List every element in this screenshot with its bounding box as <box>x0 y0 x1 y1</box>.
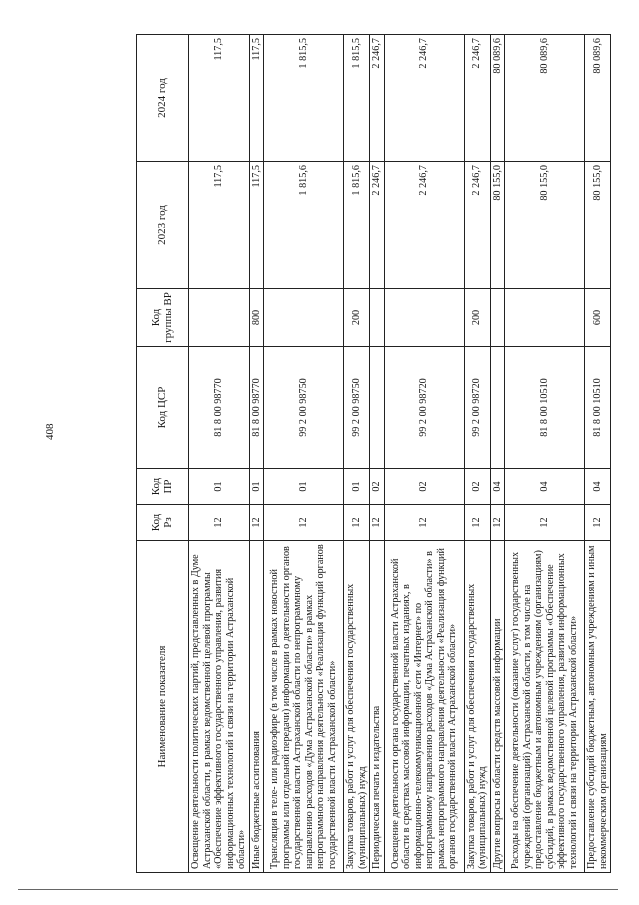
row-2023: 80 155,0 <box>490 162 505 289</box>
row-csr: 81 8 00 98770 <box>189 347 250 469</box>
table-row <box>384 35 464 873</box>
row-vr: 200 <box>464 289 490 347</box>
row-name: Другие вопросы в области средств массовой информации <box>490 541 505 873</box>
row-2023: 80 155,0 <box>585 162 611 289</box>
row-rz: 12 <box>490 505 505 541</box>
row-csr: 81 8 00 10510 <box>505 347 585 469</box>
row-2024: 1 815,5 <box>344 35 370 162</box>
header-2023: 2023 год <box>137 162 189 289</box>
row-2024: 80 089,6 <box>505 35 585 162</box>
row-pr: 01 <box>264 469 344 505</box>
budget-table <box>136 34 611 873</box>
row-pr: 04 <box>505 469 585 505</box>
row-name: Закупка товаров, работ и услуг для обеспечения государственных (муниципальных) нужд <box>464 541 490 873</box>
row-2023: 1 815,6 <box>264 162 344 289</box>
table-row <box>585 35 611 873</box>
row-2023: 80 155,0 <box>505 162 585 289</box>
row-name: Освещение деятельности органа государственной власти Астраханской области в средствах массовой информации, печатных изданиях, в информационно-телекоммуникационной сети «Интернет» по непрограммному направлению расходов «Дума Астраханской области» в рамках непрограммного направления деятельности «Реализация функций органов государственной власти Астраханской области» <box>384 541 464 873</box>
row-csr: 99 2 00 98720 <box>464 347 490 469</box>
row-pr: 01 <box>189 469 250 505</box>
row-rz: 12 <box>189 505 250 541</box>
header-rz: Код Рз <box>137 505 189 541</box>
row-rz: 12 <box>370 505 385 541</box>
table-header-row <box>137 35 189 873</box>
row-rz: 12 <box>585 505 611 541</box>
rotated-page-content <box>136 35 609 873</box>
row-2023: 2 246,7 <box>384 162 464 289</box>
row-name: Закупка товаров, работ и услуг для обеспечения государственных (муниципальных) нужд <box>344 541 370 873</box>
row-2023: 117,5 <box>249 162 264 289</box>
row-2024: 117,5 <box>189 35 250 162</box>
row-pr: 02 <box>464 469 490 505</box>
row-2023: 2 246,7 <box>464 162 490 289</box>
header-vr: Код группы ВР <box>137 289 189 347</box>
row-csr: 99 2 00 98720 <box>384 347 464 469</box>
row-rz: 12 <box>264 505 344 541</box>
row-csr: 81 8 00 98770 <box>249 347 264 469</box>
row-vr: 200 <box>344 289 370 347</box>
row-vr <box>490 289 505 347</box>
table-row <box>490 35 505 873</box>
row-csr <box>490 347 505 469</box>
row-vr <box>370 289 385 347</box>
row-2024: 117,5 <box>249 35 264 162</box>
row-name: Трансляция в теле- или радиоэфире (в том числе в рамках новостной программы или отдельной передачи) информации о деятельности органов государственной власти Астраханской области по непрограммному направлению расходов «Дума Астраханской области» в рамках непрограммного направления деятельности «Реализация функций органов государственной власти Астраханской области» <box>264 541 344 873</box>
row-2024: 2 246,7 <box>464 35 490 162</box>
row-2024: 2 246,7 <box>384 35 464 162</box>
table-row <box>464 35 490 873</box>
page-number: 408 <box>44 423 56 440</box>
row-2024: 80 089,6 <box>585 35 611 162</box>
row-csr: 81 8 00 10510 <box>585 347 611 469</box>
row-2023: 1 815,6 <box>344 162 370 289</box>
table-row <box>505 35 585 873</box>
row-vr <box>505 289 585 347</box>
row-name: Иные бюджетные ассигнования <box>249 541 264 873</box>
row-pr: 02 <box>384 469 464 505</box>
row-rz: 12 <box>505 505 585 541</box>
table-row <box>370 35 385 873</box>
row-vr: 800 <box>249 289 264 347</box>
row-csr: 99 2 00 98750 <box>344 347 370 469</box>
table-row <box>344 35 370 873</box>
row-rz: 12 <box>464 505 490 541</box>
row-pr: 01 <box>249 469 264 505</box>
row-pr: 04 <box>490 469 505 505</box>
table-row <box>189 35 250 873</box>
row-vr <box>264 289 344 347</box>
row-rz: 12 <box>344 505 370 541</box>
row-vr <box>384 289 464 347</box>
table-row <box>249 35 264 873</box>
row-name: Периодическая печать и издательства <box>370 541 385 873</box>
row-pr: 02 <box>370 469 385 505</box>
row-vr: 600 <box>585 289 611 347</box>
row-pr: 04 <box>585 469 611 505</box>
row-csr: 99 2 00 98750 <box>264 347 344 469</box>
header-name: Наименование показателя <box>137 541 189 873</box>
row-rz: 12 <box>249 505 264 541</box>
row-pr: 01 <box>344 469 370 505</box>
row-2023: 117,5 <box>189 162 250 289</box>
row-name: Освещение деятельности политических партий, представленных в Думе Астраханской области, в рамках ведомственной целевой программы «Обеспечение эффективного государственного управления, развития информационных технологий и связи на территории Астраханской области» <box>189 541 250 873</box>
table-row <box>264 35 344 873</box>
row-rz: 12 <box>384 505 464 541</box>
header-pr: Код ПР <box>137 469 189 505</box>
row-name: Расходы на обеспечение деятельности (оказание услуг) государственных учреждений (организаций) Астраханской области, в том числе на предоставление бюджетным и автономным учреждениям (организациям) субсидий, в рамках ведомственной целевой программы «Обеспечение эффективного государственного управления, развития информационных технологий и связи на территории Астраханской области» <box>505 541 585 873</box>
row-name: Предоставление субсидий бюджетным, автономным учреждениям и иным некоммерческим организациям <box>585 541 611 873</box>
row-2023: 2 246,7 <box>370 162 385 289</box>
row-2024: 1 815,5 <box>264 35 344 162</box>
row-vr <box>189 289 250 347</box>
header-2024: 2024 год <box>137 35 189 162</box>
page-bottom-divider <box>18 889 618 890</box>
row-2024: 80 089,6 <box>490 35 505 162</box>
row-csr <box>370 347 385 469</box>
header-csr: Код ЦСР <box>137 347 189 469</box>
row-2024: 2 246,7 <box>370 35 385 162</box>
